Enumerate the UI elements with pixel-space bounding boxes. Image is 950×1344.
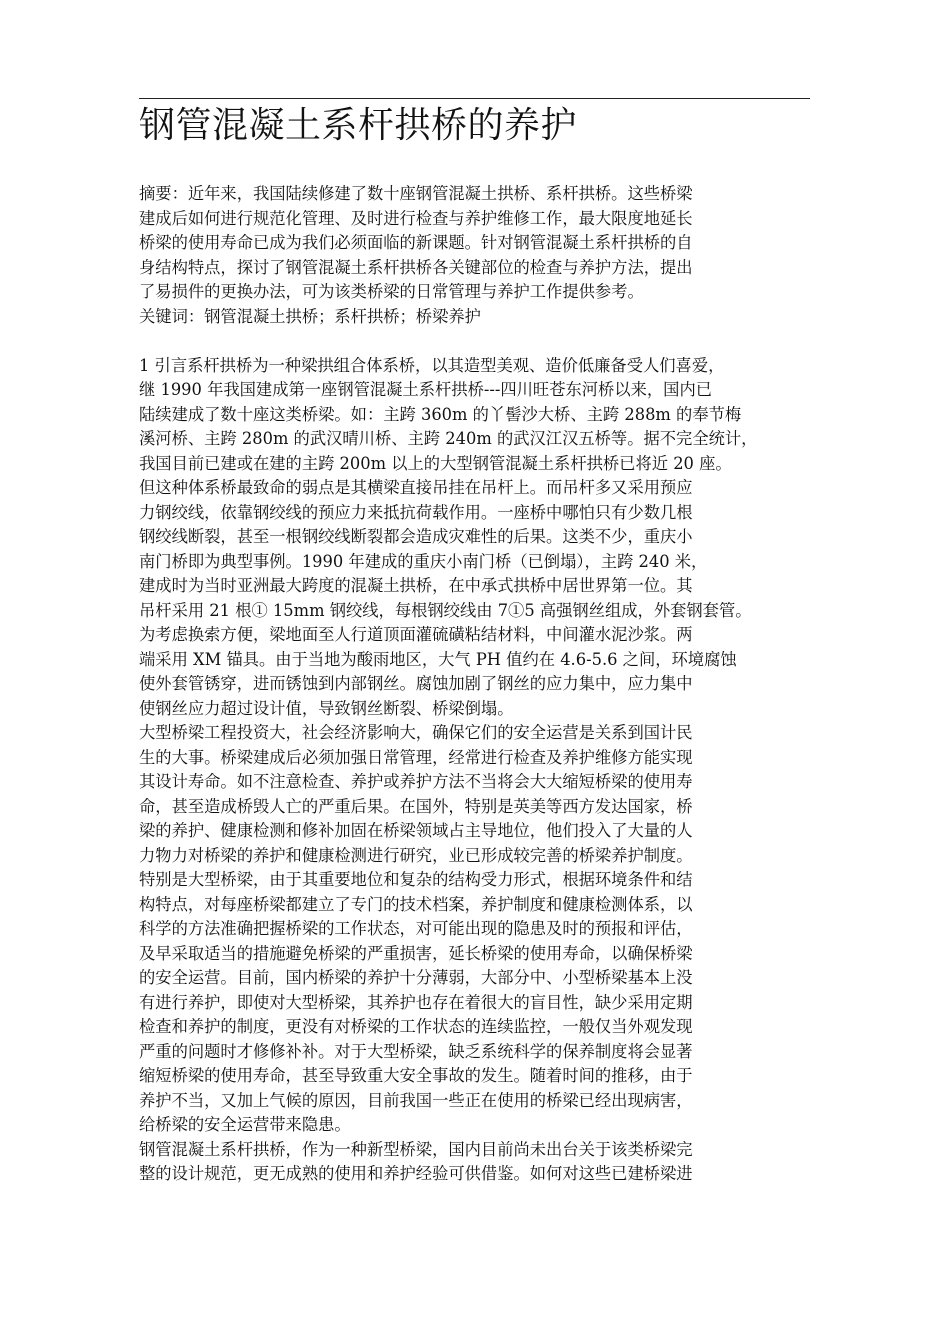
text-line: 南门桥即为典型事例。1990 年建成的重庆小南门桥（已倒塌），主跨 240 米， <box>139 551 708 571</box>
text-line: 桥梁的使用寿命已成为我们必须面临的新课题。针对钢管混凝土系杆拱桥的自 <box>139 233 693 252</box>
text-line: 钢绞线断裂，甚至一根钢绞线断裂都会造成灾难性的后果。这类不少，重庆小 <box>139 527 693 546</box>
document-title: 钢管混凝土系杆拱桥的养护 <box>139 105 578 146</box>
text-line: 及早采取适当的措施避免桥梁的严重损害，延长桥梁的使用寿命，以确保桥梁 <box>139 943 693 963</box>
text-line: 我国目前已建或在建的主跨 200m 以上的大型钢管混凝土系杆拱桥已将近 20 座。 <box>139 453 732 473</box>
text-line: 严重的问题时才修修补补。对于大型桥梁，缺乏系统科学的保养制度将会显著 <box>139 1041 693 1061</box>
text-line: 的安全运营。目前，国内桥梁的养护十分薄弱，大部分中、小型桥梁基本上没 <box>139 968 693 987</box>
text-line: 给桥梁的安全运营带来隐患。 <box>139 1115 351 1134</box>
text-line: 了易损件的更换办法，可为该类桥梁的日常管理与养护工作提供参考。 <box>139 282 644 301</box>
text-line: 使外套管锈穿，进而锈蚀到内部钢丝。腐蚀加剧了钢丝的应力集中，应力集中 <box>139 674 693 693</box>
text-line: 生的大事。桥梁建成后必须加强日常管理，经常进行检查及养护维修方能实现 <box>139 747 693 767</box>
text-line: 特别是大型桥梁，由于其重要地位和复杂的结构受力形式，根据环境条件和结 <box>139 870 693 889</box>
header-rule <box>139 98 810 99</box>
text-line: 吊杆采用 21 根① 15mm 钢绞线，每根钢绞线由 7①5 高强钢丝组成，外套钢套管。 <box>139 600 752 620</box>
text-line: 钢管混凝土系杆拱桥，作为一种新型桥梁，国内目前尚未出台关于该类桥梁完 <box>139 1139 693 1159</box>
text-line: 使钢丝应力超过设计值，导致钢丝断裂、桥梁倒塌。 <box>139 698 514 718</box>
text-line: 养护不当，又加上气候的原因，目前我国一些正在使用的桥梁已经出现病害， <box>139 1090 693 1110</box>
text-line: 建成时为当时亚洲最大跨度的混凝土拱桥，在中承式拱桥中居世界第一位。其 <box>139 576 693 595</box>
text-line: 梁的养护、健康检测和修补加固在桥梁领域占主导地位，他们投入了大量的人 <box>139 821 693 840</box>
text-line: 大型桥梁工程投资大，社会经济影响大，确保它们的安全运营是关系到国计民 <box>139 723 693 742</box>
text-line: 缩短桥梁的使用寿命，甚至导致重大安全事故的发生。随着时间的推移，由于 <box>139 1066 693 1085</box>
text-line: 有进行养护，即使对大型桥梁，其养护也存在着很大的盲目性，缺少采用定期 <box>139 992 693 1012</box>
text-line: 力物力对桥梁的养护和健康检测进行研究，业已形成较完善的桥梁养护制度。 <box>139 845 693 865</box>
text-line: 整的设计规范，更无成熟的使用和养护经验可供借鉴。如何对这些已建桥梁进 <box>139 1164 693 1183</box>
text-line: 为考虑换索方便，梁地面至人行道顶面灌硫磺粘结材料，中间灌水泥沙浆。两 <box>139 625 693 644</box>
document-body <box>139 182 819 1187</box>
text-line: 1 引言系杆拱桥为一种梁拱组合体系桥，以其造型美观、造价低廉备受人们喜爱， <box>139 355 725 375</box>
text-line: 科学的方法准确把握桥梁的工作状态，对可能出现的隐患及时的预报和评估， <box>139 919 693 938</box>
text-line: 关键词：钢管混凝土拱桥；系杆拱桥；桥梁养护 <box>139 306 481 326</box>
text-line: 身结构特点，探讨了钢管混凝土系杆拱桥各关键部位的检查与养护方法，提出 <box>139 257 693 277</box>
text-line: 力钢绞线，依靠钢绞线的预应力来抵抗荷载作用。一座桥中哪怕只有少数几根 <box>139 502 693 522</box>
text-line: 检查和养护的制度，更没有对桥梁的工作状态的连续监控，一般仅当外观发现 <box>139 1017 693 1036</box>
text-line: 溪河桥、主跨 280m 的武汉晴川桥、主跨 240m 的武汉江汉五桥等。据不完全统计， <box>139 429 758 448</box>
text-line: 陆续建成了数十座这类桥梁。如：主跨 360m 的丫髻沙大桥、主跨 288m 的奉节梅 <box>139 404 742 424</box>
blank-line <box>139 329 819 354</box>
text-line: 继 1990 年我国建成第一座钢管混凝土系杆拱桥---四川旺苍东河桥以来，国内已 <box>139 380 713 399</box>
text-line: 摘要：近年来，我国陆续修建了数十座钢管混凝土拱桥、系杆拱桥。这些桥梁 <box>139 184 693 203</box>
text-line: 端采用 XM 锚具。由于当地为酸雨地区，大气 PH 值约在 4.6-5.6 之间，环境腐蚀 <box>139 649 737 669</box>
text-line: 构特点，对每座桥梁都建立了专门的技术档案，养护制度和健康检测体系，以 <box>139 894 693 914</box>
text-line: 其设计寿命。如不注意检查、养护或养护方法不当将会大大缩短桥梁的使用寿 <box>139 772 693 791</box>
text-line: 但这种体系桥最致命的弱点是其横梁直接吊挂在吊杆上。而吊杆多又采用预应 <box>139 478 693 497</box>
text-line: 建成后如何进行规范化管理、及时进行检查与养护维修工作，最大限度地延长 <box>139 208 693 228</box>
text-line: 命，甚至造成桥毁人亡的严重后果。在国外，特别是英美等西方发达国家，桥 <box>139 796 693 816</box>
